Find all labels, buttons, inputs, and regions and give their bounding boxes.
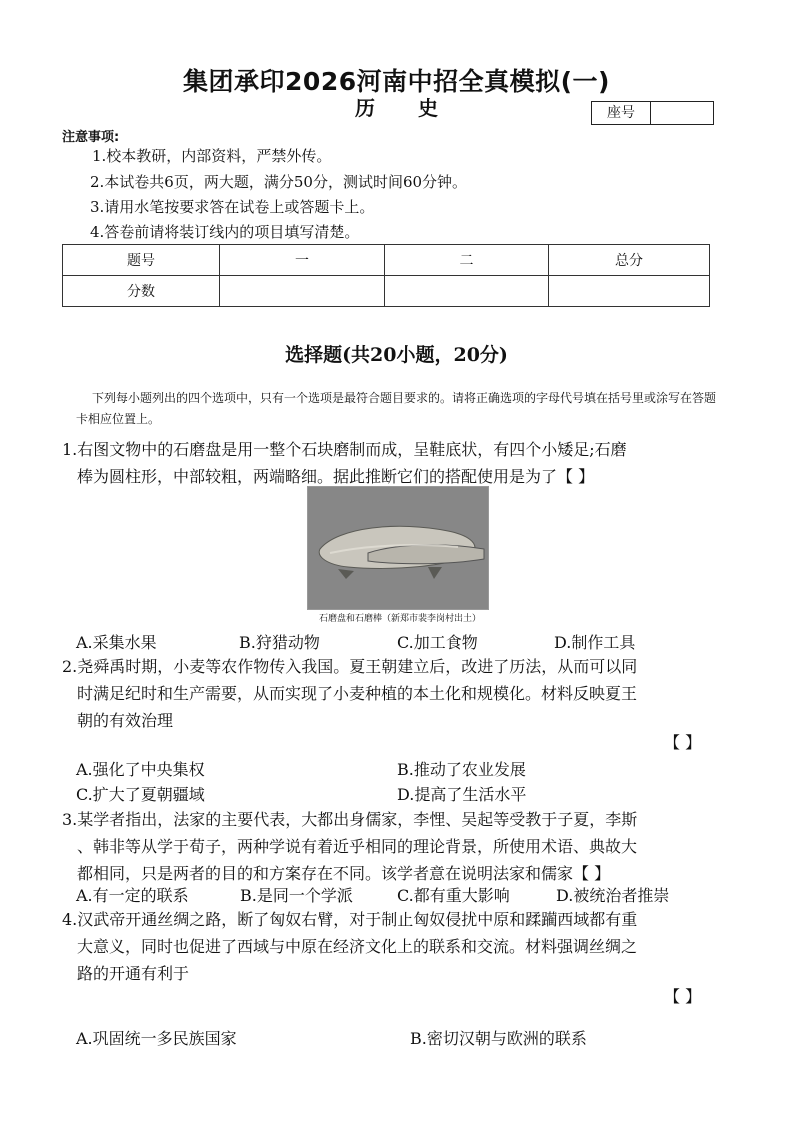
question-line: 时满足纪时和生产需要，从而实现了小麦种植的本土化和规模化。材料反映夏王 — [77, 684, 638, 703]
option-a[interactable]: A.采集水果 — [76, 633, 157, 652]
notice-heading: 注意事项: — [62, 130, 120, 145]
option-b[interactable]: B.狩猎动物 — [239, 633, 320, 652]
question-line: 朝的有效治理 — [77, 711, 174, 730]
score-header-cell: 题号 — [63, 245, 220, 276]
artifact-photo — [307, 486, 489, 610]
option-a[interactable]: A.巩固统一多民族国家 — [76, 1029, 237, 1048]
option-b[interactable]: B.推动了农业发展 — [397, 760, 526, 779]
notice-item: 4.答卷前请将装订线内的项目填写清楚。 — [90, 223, 360, 241]
question-2 — [62, 653, 737, 734]
option-b[interactable]: B.是同一个学派 — [240, 886, 353, 905]
option-c[interactable]: C.加工食物 — [397, 633, 478, 652]
seat-number-box — [591, 101, 714, 125]
section-instructions: 下列每小题列出的四个选项中，只有一个选项是最符合题目要求的。请将正确选项的字母代号填在括号里或涂写在答题卡相应位置上。 — [76, 391, 717, 426]
question-line: 路的开通有利于 — [77, 964, 190, 983]
option-b[interactable]: B.密切汉朝与欧洲的联系 — [410, 1029, 587, 1048]
score-cell-part1[interactable] — [220, 276, 385, 307]
seat-label: 座号 — [592, 102, 651, 124]
question-line: 大意义，同时也促进了西域与中原在经济文化上的联系和交流。材料强调丝绸之 — [77, 937, 638, 956]
question-line: 都相同，只是两者的目的和方案存在不同。该学者意在说明法家和儒家【 】 — [77, 864, 611, 883]
option-d[interactable]: D.制作工具 — [554, 633, 636, 652]
score-header-cell: 二 — [385, 245, 549, 276]
question-line: 、韩非等从学于荀子，两种学说有着近乎相同的理论背景，所使用术语、典故大 — [77, 837, 638, 856]
option-a[interactable]: A.强化了中央集权 — [76, 760, 205, 779]
question-4 — [62, 906, 737, 987]
notice-item: 2.本试卷共6页，两大题，满分50分，测试时间60分钟。 — [90, 173, 468, 191]
score-row-label: 分数 — [63, 276, 220, 307]
millstone-illustration — [308, 487, 488, 609]
score-cell-total[interactable] — [549, 276, 710, 307]
score-header-cell: 一 — [220, 245, 385, 276]
option-a[interactable]: A.有一定的联系 — [76, 886, 189, 905]
question-line: 2.尧舜禹时期，小麦等农作物传入我国。夏王朝建立后，改进了历法，从而可以同 — [62, 657, 638, 676]
question-1 — [62, 436, 737, 490]
score-table — [62, 244, 710, 307]
score-cell-part2[interactable] — [385, 276, 549, 307]
notice-item: 3.请用水笔按要求答在试卷上或答题卡上。 — [90, 198, 375, 216]
option-c[interactable]: C.都有重大影响 — [397, 886, 510, 905]
score-header-cell: 总分 — [549, 245, 710, 276]
question-line: 棒为圆柱形，中部较粗，两端略细。据此推断它们的搭配使用是为了【 】 — [77, 467, 595, 486]
subject-title: 历 史 — [355, 96, 456, 120]
question-line: 3.某学者指出，法家的主要代表，大都出身儒家，李悝、吴起等受教于子夏，李斯 — [62, 810, 638, 829]
question-line: 1.右图文物中的石磨盘是用一整个石块磨制而成，呈鞋底状，有四个小矮足;石磨 — [62, 440, 627, 459]
figure-caption: 石磨盘和石磨棒（新郑市裴李岗村出土） — [318, 614, 481, 624]
option-d[interactable]: D.被统治者推崇 — [556, 886, 670, 905]
answer-bracket[interactable]: 【 】 — [664, 987, 702, 1006]
score-table-header-row — [63, 245, 710, 276]
score-table-score-row — [63, 276, 710, 307]
section-title: 选择题(共20小题，20分) — [285, 344, 508, 366]
answer-bracket[interactable]: 【 】 — [664, 733, 702, 752]
option-c[interactable]: C.扩大了夏朝疆域 — [76, 785, 205, 804]
notice-item: 1.校本教研，内部资料，严禁外传。 — [92, 147, 332, 165]
exam-title: 集团承印2026河南中招全真模拟(一) — [183, 67, 610, 96]
question-3 — [62, 806, 737, 887]
option-d[interactable]: D.提高了生活水平 — [397, 785, 527, 804]
seat-number-field[interactable] — [651, 102, 713, 124]
question-line: 4.汉武帝开通丝绸之路，断了匈奴右臂，对于制止匈奴侵扰中原和蹂躏西域都有重 — [62, 910, 638, 929]
